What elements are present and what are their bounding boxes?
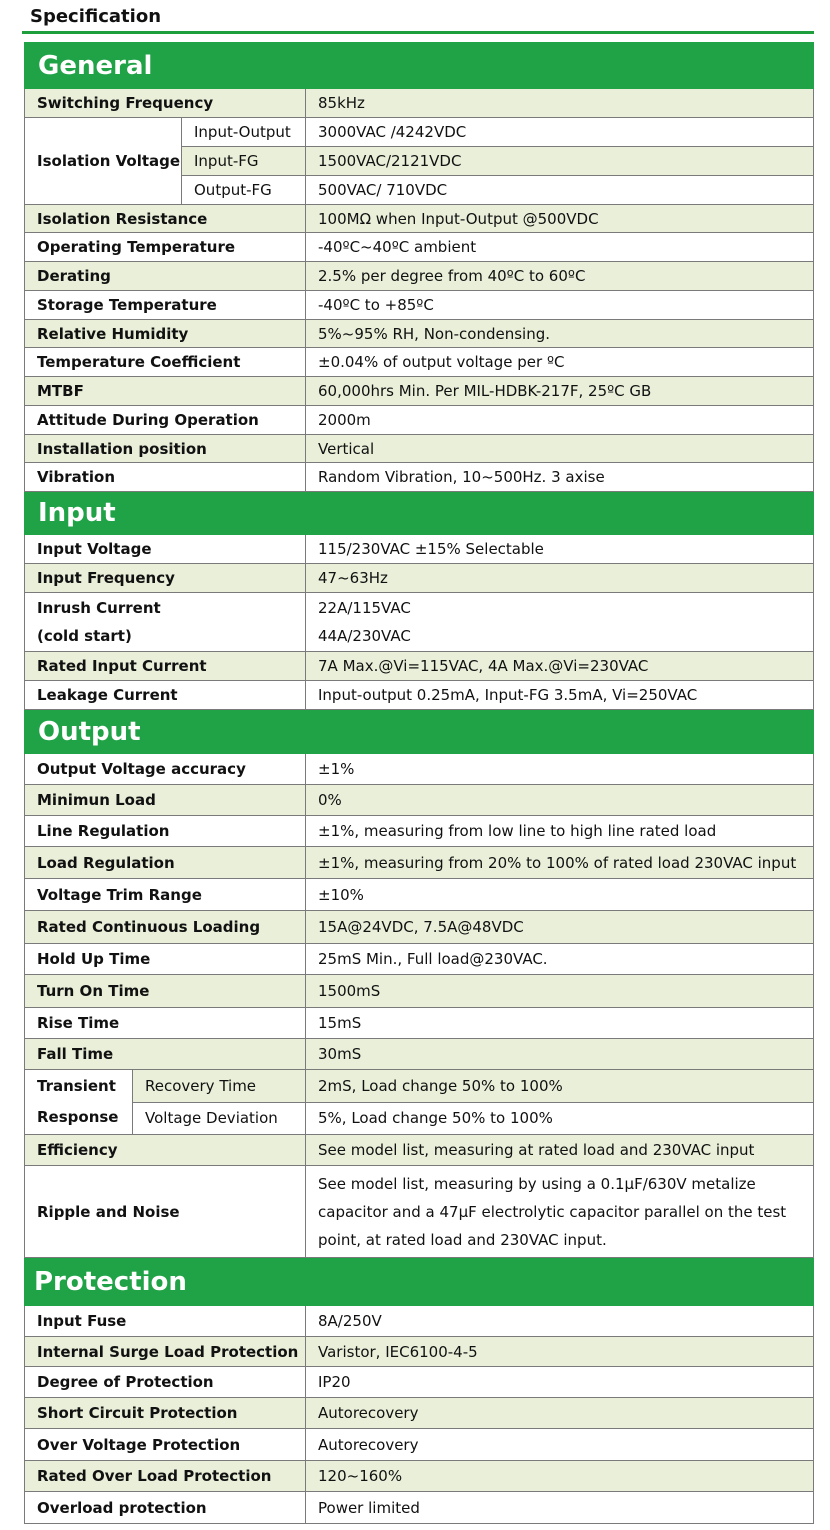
spec-label: Hold Up Time (25, 944, 306, 975)
spec-value: 115/230VAC ±15% Selectable (306, 535, 814, 564)
value-line: capacitor and a 47μF electrolytic capacitor parallel on the test (318, 1202, 787, 1221)
spec-row (25, 652, 814, 681)
title-rule (22, 31, 814, 34)
spec-row (25, 564, 814, 593)
spec-label: Input Voltage (25, 535, 306, 564)
section-header-protection (25, 1258, 814, 1306)
spec-row (25, 233, 814, 262)
spec-value: Varistor, IEC6100-4-5 (306, 1337, 814, 1367)
spec-value: 15A@24VDC, 7.5A@48VDC (306, 911, 814, 944)
spec-value: 5%~95% RH, Non-condensing. (306, 320, 814, 348)
label-line: Inrush Current (37, 599, 161, 617)
spec-label: Degree of Protection (25, 1367, 306, 1398)
spec-row (25, 1102, 814, 1135)
spec-row (25, 1135, 814, 1166)
spec-value: 85kHz (306, 89, 814, 118)
spec-value: 100MΩ when Input-Output @500VDC (306, 205, 814, 233)
spec-value: ±10% (306, 879, 814, 911)
spec-label: Isolation Resistance (25, 205, 306, 233)
spec-label: Vibration (25, 463, 306, 492)
spec-value (306, 1166, 814, 1258)
spec-label (25, 1070, 133, 1135)
spec-label: Isolation Voltage (25, 118, 182, 205)
spec-value: Autorecovery (306, 1429, 814, 1461)
spec-value: -40ºC to +85ºC (306, 291, 814, 320)
specification-table (24, 42, 814, 1524)
spec-value: 30mS (306, 1039, 814, 1070)
spec-label: Input Fuse (25, 1306, 306, 1337)
spec-value: 0% (306, 785, 814, 816)
label-line: Response (37, 1108, 119, 1126)
spec-label: Rated Over Load Protection (25, 1461, 306, 1492)
spec-row (25, 1398, 814, 1429)
spec-sublabel: Recovery Time (133, 1070, 306, 1103)
spec-label: Minimun Load (25, 785, 306, 816)
spec-row (25, 1461, 814, 1492)
spec-value (306, 593, 814, 652)
spec-value: ±0.04% of output voltage per ºC (306, 348, 814, 377)
spec-value: 500VAC/ 710VDC (306, 176, 814, 205)
spec-row (25, 377, 814, 406)
spec-label: Derating (25, 262, 306, 291)
spec-row (25, 1492, 814, 1524)
spec-row (25, 681, 814, 710)
spec-label: Storage Temperature (25, 291, 306, 320)
spec-row (25, 975, 814, 1008)
spec-row (25, 879, 814, 911)
spec-label: MTBF (25, 377, 306, 406)
spec-label: Rated Continuous Loading (25, 911, 306, 944)
spec-value: 2000m (306, 406, 814, 435)
spec-row (25, 911, 814, 944)
spec-value: 60,000hrs Min. Per MIL-HDBK-217F, 25ºC GB (306, 377, 814, 406)
spec-row (25, 320, 814, 348)
page-title: Specification (30, 6, 162, 27)
spec-value: See model list, measuring at rated load and 230VAC input (306, 1135, 814, 1166)
spec-value: ±1%, measuring from 20% to 100% of rated load 230VAC input (306, 847, 814, 879)
value-line: 22A/115VAC (318, 599, 411, 617)
spec-row (25, 944, 814, 975)
spec-value: 15mS (306, 1008, 814, 1039)
section-header-general (25, 43, 814, 89)
spec-value: Random Vibration, 10~500Hz. 3 axise (306, 463, 814, 492)
spec-row (25, 1306, 814, 1337)
section-title: Output (25, 710, 814, 754)
spec-label: Short Circuit Protection (25, 1398, 306, 1429)
spec-row (25, 1166, 814, 1258)
spec-row (25, 754, 814, 785)
spec-label: Operating Temperature (25, 233, 306, 262)
spec-value: 3000VAC /4242VDC (306, 118, 814, 147)
spec-row (25, 1429, 814, 1461)
spec-row (25, 1008, 814, 1039)
spec-row (25, 348, 814, 377)
spec-value: IP20 (306, 1367, 814, 1398)
spec-label: Installation position (25, 435, 306, 463)
spec-row (25, 535, 814, 564)
spec-label: Voltage Trim Range (25, 879, 306, 911)
spec-label (25, 593, 306, 652)
spec-row (25, 816, 814, 847)
spec-sublabel: Output-FG (182, 176, 306, 205)
spec-label: Rated Input Current (25, 652, 306, 681)
spec-value: ±1%, measuring from low line to high line rated load (306, 816, 814, 847)
spec-value: Autorecovery (306, 1398, 814, 1429)
spec-sublabel: Input-Output (182, 118, 306, 147)
spec-value: 1500mS (306, 975, 814, 1008)
spec-value: 7A Max.@Vi=115VAC, 4A Max.@Vi=230VAC (306, 652, 814, 681)
spec-label: Relative Humidity (25, 320, 306, 348)
spec-value: 2.5% per degree from 40ºC to 60ºC (306, 262, 814, 291)
spec-label: Rise Time (25, 1008, 306, 1039)
spec-row (25, 262, 814, 291)
spec-row (25, 1070, 814, 1103)
spec-value: Vertical (306, 435, 814, 463)
spec-sublabel: Voltage Deviation (133, 1102, 306, 1135)
spec-label: Leakage Current (25, 681, 306, 710)
section-title: General (25, 43, 814, 89)
spec-label: Input Frequency (25, 564, 306, 593)
spec-row (25, 593, 814, 652)
spec-sublabel: Input-FG (182, 147, 306, 176)
spec-row (25, 1337, 814, 1367)
spec-label: Line Regulation (25, 816, 306, 847)
spec-row (25, 406, 814, 435)
section-title: Protection (25, 1258, 814, 1306)
spec-row (25, 1367, 814, 1398)
spec-label: Internal Surge Load Protection (25, 1337, 306, 1367)
value-line: 44A/230VAC (318, 627, 411, 645)
spec-label: Efficiency (25, 1135, 306, 1166)
spec-row (25, 785, 814, 816)
spec-label: Temperature Coefficient (25, 348, 306, 377)
spec-label: Turn On Time (25, 975, 306, 1008)
value-line: See model list, measuring by using a 0.1μF/630V metalize (318, 1174, 756, 1193)
spec-value: 5%, Load change 50% to 100% (306, 1102, 814, 1135)
spec-row (25, 847, 814, 879)
spec-value: 120~160% (306, 1461, 814, 1492)
spec-label: Attitude During Operation (25, 406, 306, 435)
spec-row (25, 463, 814, 492)
spec-label: Over Voltage Protection (25, 1429, 306, 1461)
spec-label: Ripple and Noise (25, 1166, 306, 1258)
spec-value: 1500VAC/2121VDC (306, 147, 814, 176)
section-header-output (25, 710, 814, 754)
label-line: Transient (37, 1077, 116, 1095)
spec-row (25, 118, 814, 147)
spec-value: 8A/250V (306, 1306, 814, 1337)
value-line: point, at rated load and 230VAC input. (318, 1230, 607, 1249)
label-line: (cold start) (37, 627, 132, 645)
section-title: Input (25, 492, 814, 535)
section-header-input (25, 492, 814, 535)
spec-row (25, 291, 814, 320)
spec-value: 2mS, Load change 50% to 100% (306, 1070, 814, 1103)
spec-value: -40ºC~40ºC ambient (306, 233, 814, 262)
spec-label: Switching Frequency (25, 89, 306, 118)
spec-value: 25mS Min., Full load@230VAC. (306, 944, 814, 975)
spec-value: Input-output 0.25mA, Input-FG 3.5mA, Vi=250VAC (306, 681, 814, 710)
spec-value: ±1% (306, 754, 814, 785)
spec-row (25, 435, 814, 463)
spec-row (25, 1039, 814, 1070)
spec-value: 47~63Hz (306, 564, 814, 593)
spec-value: Power limited (306, 1492, 814, 1524)
spec-label: Fall Time (25, 1039, 306, 1070)
spec-label: Overload protection (25, 1492, 306, 1524)
spec-label: Output Voltage accuracy (25, 754, 306, 785)
spec-row (25, 89, 814, 118)
spec-label: Load Regulation (25, 847, 306, 879)
spec-row (25, 205, 814, 233)
